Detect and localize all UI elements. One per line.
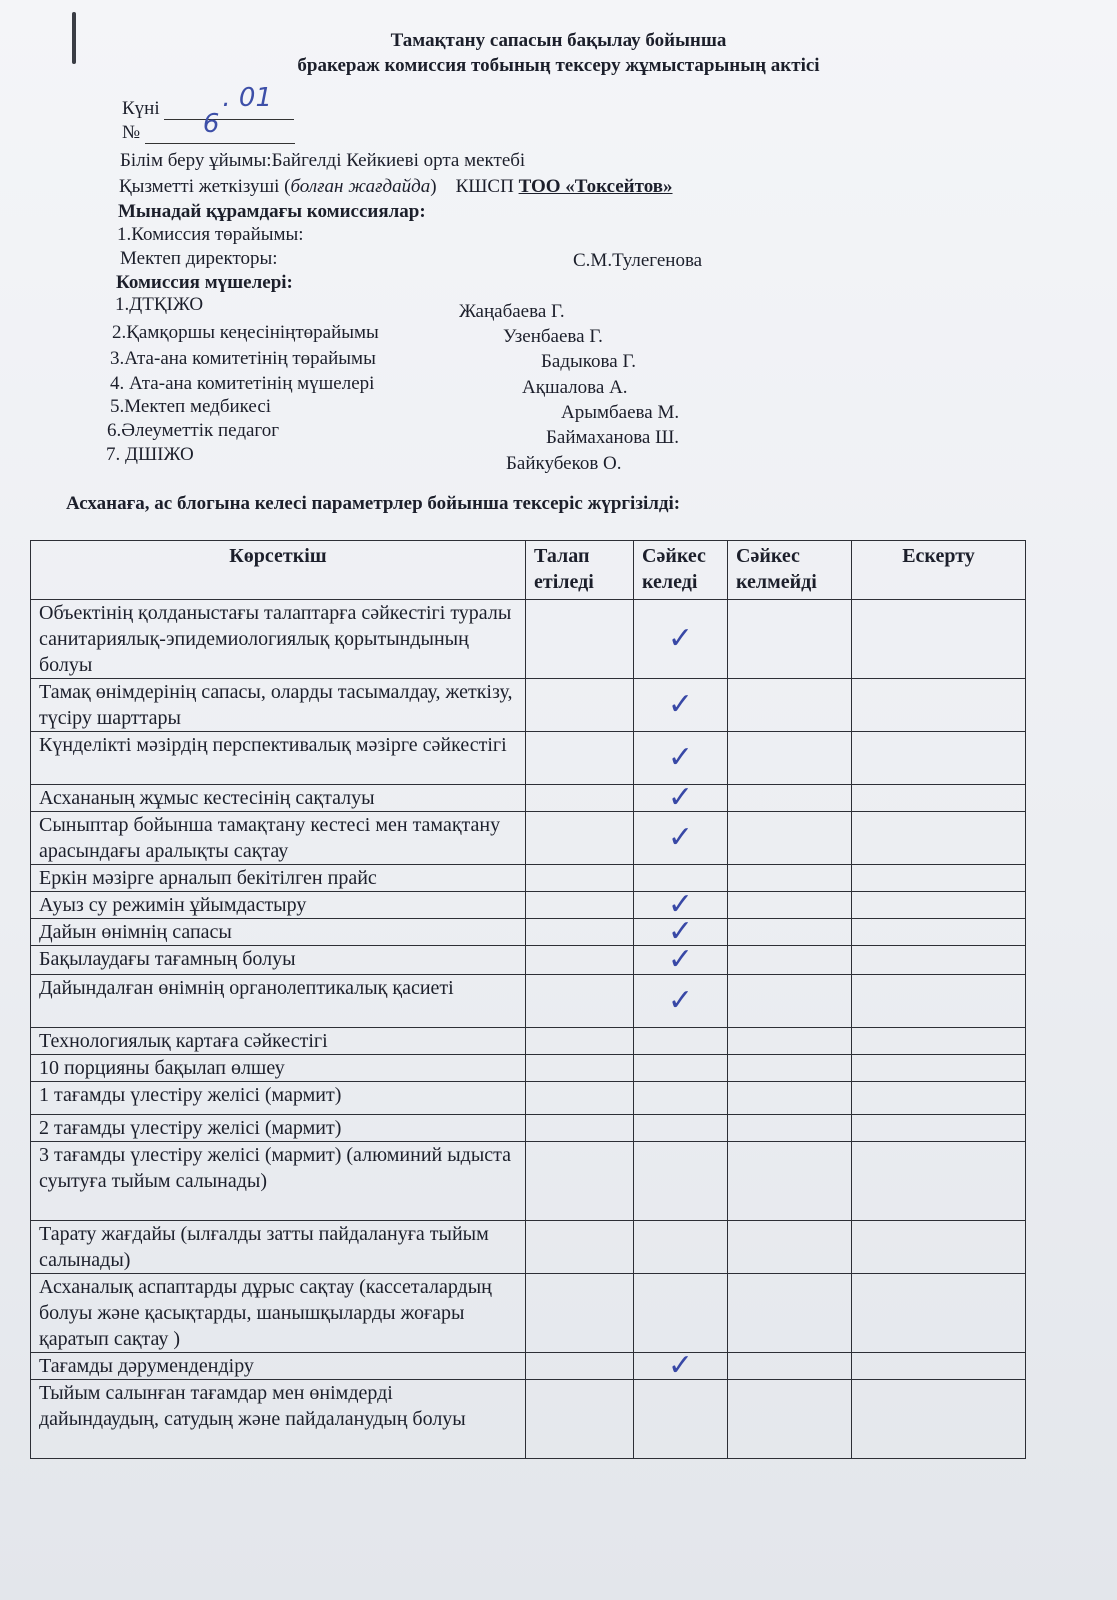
checkmark-icon: ✓	[667, 621, 694, 656]
checkmark-icon: ✓	[667, 983, 694, 1018]
table-row	[31, 865, 1026, 892]
required-cell	[526, 679, 634, 732]
note-cell	[852, 679, 1026, 732]
required-cell	[526, 919, 634, 946]
member-role: 5.Мектеп медбикесі	[110, 396, 272, 417]
indicator-cell: Асханалық аспаптарды дұрыс сақтау (кассеталардың болуы және қасықтарды, шанышқыларды жоғары қаратып сақтау )	[31, 1274, 526, 1353]
table-row	[31, 1082, 1026, 1115]
required-cell	[526, 946, 634, 975]
member-role: 1.ДТҚІЖО	[115, 294, 204, 315]
compliant-cell	[634, 942, 728, 977]
note-cell	[852, 600, 1026, 679]
header-required: Талап етіледі	[526, 541, 634, 600]
compliant-cell	[634, 1380, 728, 1459]
table-header-row	[31, 541, 1026, 600]
noncompliant-cell	[728, 812, 852, 865]
table-row	[31, 1221, 1026, 1274]
number-handwritten: 6	[202, 109, 220, 139]
supplier-prefix: КШСП	[455, 176, 514, 197]
date-field	[164, 83, 294, 120]
note-cell	[852, 1082, 1026, 1115]
required-cell	[526, 1115, 634, 1142]
noncompliant-cell	[728, 1274, 852, 1353]
required-cell	[526, 1221, 634, 1274]
indicator-cell: 1 тағамды үлестіру желісі (мармит)	[31, 1082, 526, 1115]
note-cell	[852, 946, 1026, 975]
member-role: 2.Қамқоршы кеңесініңтөрайымы	[112, 322, 379, 343]
checkmark-icon: ✓	[667, 914, 694, 949]
indicator-cell: Сыныптар бойынша тамақтану кестесі мен тамақтану арасындағы аралықты сақтау	[31, 812, 526, 865]
noncompliant-cell	[728, 1115, 852, 1142]
table-row	[31, 1142, 1026, 1221]
note-cell	[852, 975, 1026, 1028]
header-noncompliant: Сәйкес келмейді	[728, 541, 852, 600]
indicator-cell: Асхананың жұмыс кестесінің сақталуы	[31, 785, 526, 812]
indicator-cell: 3 тағамды үлестіру желісі (мармит) (алюминий ыдыста суытуға тыйым салынады)	[31, 1142, 526, 1221]
title-line-2: бракераж комиссия тобының тексеру жұмыстарының актісі	[297, 55, 820, 76]
required-cell	[526, 600, 634, 679]
note-cell	[852, 919, 1026, 946]
note-cell	[852, 1274, 1026, 1353]
note-cell	[852, 1028, 1026, 1055]
checkmark-icon: ✓	[667, 887, 694, 922]
required-cell	[526, 785, 634, 812]
table-row	[31, 785, 1026, 812]
table-row	[31, 1028, 1026, 1055]
indicator-cell: Технологиялық картаға сәйкестігі	[31, 1028, 526, 1055]
note-cell	[852, 732, 1026, 785]
table-row	[31, 975, 1026, 1028]
noncompliant-cell	[728, 600, 852, 679]
compliant-cell	[634, 1274, 728, 1353]
date-handwritten: . 01	[222, 83, 272, 113]
note-cell	[852, 1380, 1026, 1459]
indicator-cell: Объектінің қолданыстағы талаптарға сәйкестігі туралы санитариялық-эпидемиологиялық қорытындының болуы	[31, 600, 526, 679]
table-row	[31, 600, 1026, 679]
required-cell	[526, 1380, 634, 1459]
supplier-name: ТОО «Токсейтов»	[518, 176, 673, 197]
number-label: №	[122, 122, 141, 143]
table-row	[31, 732, 1026, 785]
title-line-1: Тамақтану сапасын бақылау бойынша	[390, 30, 727, 51]
compliant-cell	[634, 1028, 728, 1055]
indicator-cell: Тамақ өнімдерінің сапасы, оларды тасымалдау, жеткізу, түсіру шарттары	[31, 679, 526, 732]
supplier-italic: болған жағдайда	[290, 176, 431, 197]
section-heading: Асханаға, ас блогына келесі параметрлер бойынша тексеріс жүргізілді:	[66, 493, 681, 514]
required-cell	[526, 1353, 634, 1380]
required-cell	[526, 1274, 634, 1353]
compliant-cell	[634, 600, 728, 679]
checkmark-icon: ✓	[667, 687, 694, 722]
compliant-cell	[634, 1115, 728, 1142]
noncompliant-cell	[728, 785, 852, 812]
compliant-cell	[634, 1221, 728, 1274]
indicator-cell: Тыйым салынған тағамдар мен өнімдерді дайындаудың, сатудың және пайдаланудың болуы	[31, 1380, 526, 1459]
table-row	[31, 946, 1026, 975]
note-cell	[852, 812, 1026, 865]
indicator-cell: 2 тағамды үлестіру желісі (мармит)	[31, 1115, 526, 1142]
note-cell	[852, 1055, 1026, 1082]
header-indicator: Көрсеткіш	[31, 541, 526, 600]
table-row	[31, 812, 1026, 865]
noncompliant-cell	[728, 1353, 852, 1380]
member-name: Узенбаева Г.	[503, 326, 603, 347]
noncompliant-cell	[728, 1082, 852, 1115]
checkmark-icon: ✓	[667, 820, 694, 855]
checkmark-icon: ✓	[667, 780, 694, 815]
checkmark-icon: ✓	[667, 1348, 694, 1383]
member-name: Ақшалова А.	[522, 377, 628, 398]
required-cell	[526, 1055, 634, 1082]
organization-line: Білім беру ұйымы:Байгелді Кейкиеві орта мектебі	[120, 150, 526, 171]
noncompliant-cell	[728, 892, 852, 919]
table-row	[31, 919, 1026, 946]
table-row	[31, 1055, 1026, 1082]
noncompliant-cell	[728, 679, 852, 732]
inspection-table	[30, 540, 1026, 1459]
compliant-cell	[634, 1348, 728, 1383]
member-name: Баймаханова Ш.	[546, 427, 680, 448]
note-cell	[852, 785, 1026, 812]
indicator-cell: Күнделікті мәзірдің перспективалық мәзірге сәйкестігі	[31, 732, 526, 785]
noncompliant-cell	[728, 919, 852, 946]
noncompliant-cell	[728, 1055, 852, 1082]
table-row	[31, 1274, 1026, 1353]
note-cell	[852, 865, 1026, 892]
director-label: Мектеп директоры:	[120, 248, 278, 269]
table-row	[31, 892, 1026, 919]
number-field	[145, 109, 295, 144]
indicator-cell: 10 порцияны бақылап өлшеу	[31, 1055, 526, 1082]
indicator-cell: Тарату жағдайы (ылғалды затты пайдалануға тыйым салынады)	[31, 1221, 526, 1274]
director-name: С.М.Тулегенова	[573, 250, 703, 271]
indicator-cell: Тағамды дәрумендендіру	[31, 1353, 526, 1380]
member-role: 6.Әлеуметтік педагог	[107, 420, 280, 441]
required-cell	[526, 975, 634, 1028]
table-row	[31, 1353, 1026, 1380]
required-cell	[526, 1082, 634, 1115]
note-cell	[852, 1142, 1026, 1221]
required-cell	[526, 1028, 634, 1055]
member-name: Жаңабаева Г.	[459, 301, 565, 322]
compliant-cell	[634, 1142, 728, 1221]
header-note: Ескерту	[852, 541, 1026, 600]
noncompliant-cell	[728, 946, 852, 975]
indicator-cell: Дайындалған өнімнің органолептикалық қасиеті	[31, 975, 526, 1028]
supplier-line	[119, 176, 673, 198]
member-name: Арымбаева М.	[561, 402, 680, 423]
compliant-cell	[634, 1082, 728, 1115]
required-cell	[526, 1142, 634, 1221]
note-cell	[852, 1115, 1026, 1142]
header-compliant: Сәйкес келеді	[634, 541, 728, 600]
number-row	[122, 109, 295, 144]
date-label: Күні	[122, 98, 160, 119]
indicator-cell: Бақылаудағы тағамның болуы	[31, 946, 526, 975]
compliant-cell	[634, 1055, 728, 1082]
compliant-cell	[634, 780, 728, 815]
commission-heading: Мынадай құрамдағы комиссиялар:	[118, 201, 426, 222]
table-row	[31, 1380, 1026, 1459]
chair-label: 1.Комиссия төрайымы:	[117, 224, 304, 245]
indicator-cell: Ауыз су режимін ұйымдастыру	[31, 892, 526, 919]
supplier-label: Қызметті жеткізуші (	[119, 176, 291, 197]
table-row	[31, 679, 1026, 732]
supplier-close: )	[430, 176, 437, 197]
compliant-cell	[634, 975, 728, 1028]
required-cell	[526, 892, 634, 919]
noncompliant-cell	[728, 975, 852, 1028]
checkmark-icon: ✓	[667, 740, 694, 775]
member-name: Бадыкова Г.	[541, 351, 637, 372]
member-role: 7. ДШІЖО	[106, 444, 194, 465]
note-cell	[852, 1221, 1026, 1274]
compliant-cell	[634, 812, 728, 865]
compliant-cell	[634, 732, 728, 785]
table-row	[31, 1115, 1026, 1142]
required-cell	[526, 812, 634, 865]
noncompliant-cell	[728, 865, 852, 892]
required-cell	[526, 732, 634, 785]
required-cell	[526, 865, 634, 892]
noncompliant-cell	[728, 1028, 852, 1055]
checkmark-icon: ✓	[667, 942, 694, 977]
indicator-cell: Дайын өнімнің сапасы	[31, 919, 526, 946]
noncompliant-cell	[728, 1380, 852, 1459]
compliant-cell	[634, 679, 728, 732]
member-role: 4. Ата-ана комитетінің мүшелері	[110, 373, 375, 394]
noncompliant-cell	[728, 1221, 852, 1274]
member-role: 3.Ата-ана комитетінің төрайымы	[110, 348, 376, 369]
noncompliant-cell	[728, 732, 852, 785]
indicator-cell: Еркін мәзірге арналып бекітілген прайс	[31, 865, 526, 892]
members-heading: Комиссия мүшелері:	[116, 272, 293, 293]
noncompliant-cell	[728, 1142, 852, 1221]
member-name: Байкубеков О.	[506, 453, 622, 474]
note-cell	[852, 1353, 1026, 1380]
note-cell	[852, 892, 1026, 919]
